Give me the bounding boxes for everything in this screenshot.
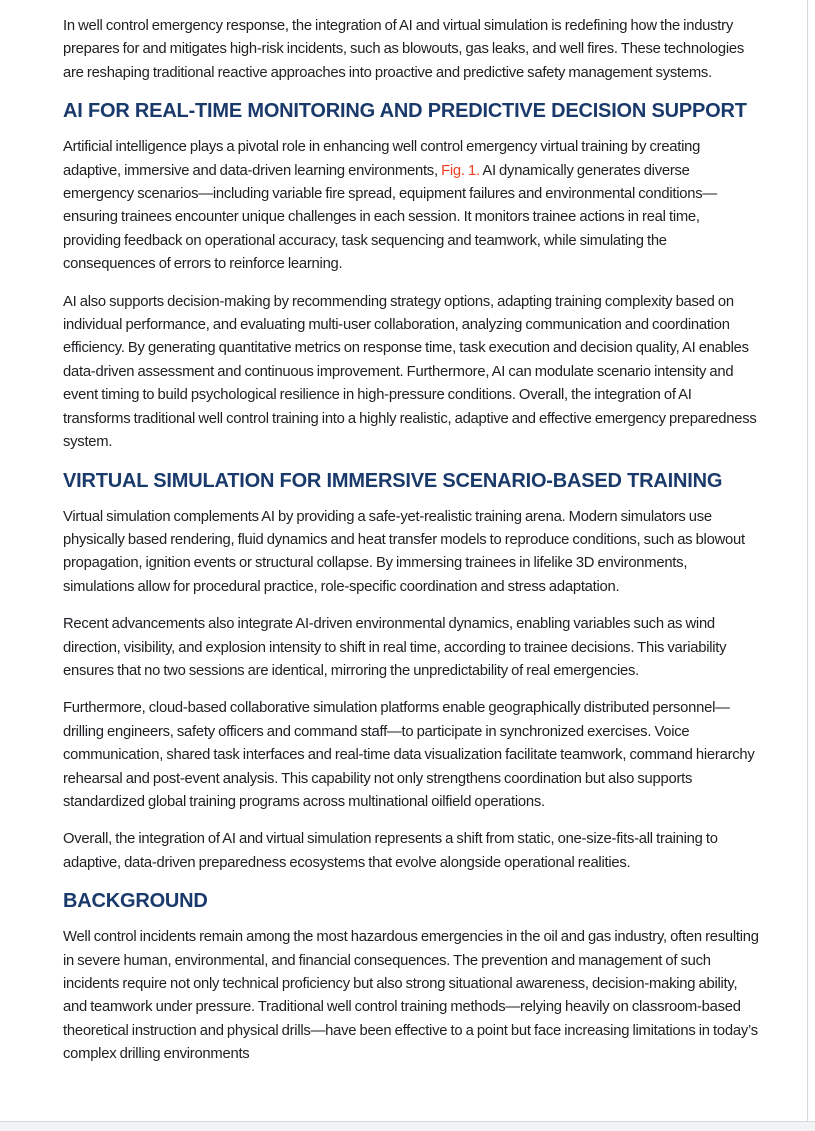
section-heading-virtual-simulation: VIRTUAL SIMULATION FOR IMMERSIVE SCENARIO-BASED TRAINING: [63, 469, 723, 492]
page-right-border: [807, 0, 808, 1131]
page-bottom-strip: [0, 1121, 815, 1131]
ai-paragraph-1-text-before: Artificial intelligence plays a pivotal role in enhancing well control emergency virtual training by creating adaptive, immersive and data-driven learning environments,: [63, 139, 701, 179]
ai-paragraph-2: AI also supports decision-making by recommending strategy options, adapting training complexity based on individual performance, and evaluating multi-user collaboration, analyzing communication and coordination efficiency. By generating quantitative metrics on response time, task execution and decision quality, AI enables data-driven assessment and continuous improvement. Furthermore, AI can modulate scenario intensity and event timing to build psychological resilience in high-pressure conditions. Overall, the integration of AI transforms traditional well control training into a highly realistic, adaptive and effective emergency preparedness system.: [63, 293, 757, 451]
ai-paragraph-1: [63, 136, 760, 276]
background-paragraph: Well control incidents remain among the most hazardous emergencies in the oil and gas industry, often resulting in severe human, environmental, and financial consequences. The prevention and management of such incidents require not only technical proficiency but also strong situational awareness, decision-making ability, and teamwork under pressure. Traditional well control training methods—relying heavily on classroom-based theoretical instruction and physical drills—have been effective to a point but face increasing limitations in today’s complex drilling environments: [63, 929, 759, 1063]
fig-1-link[interactable]: Fig. 1.: [441, 162, 480, 179]
ai-paragraph-1-text-after: AI dynamically generates diverse emergency scenarios—including variable fire spread, equipment failures and environmental conditions—ensuring trainees encounter unique challenges in each session. It monitors trainee actions in real time, providing feedback on operational accuracy, task sequencing and teamwork, while simulating the consequences of errors to reinforce learning.: [63, 162, 717, 273]
virtual-simulation-paragraph-1: Virtual simulation complements AI by providing a safe-yet-realistic training arena. Modern simulators use physically based rendering, fluid dynamics and heat transfer models to reproduce conditions, such as blowout propagation, ignition events or structural collapse. By immersing trainees in lifelike 3D environments, simulations allow for procedural practice, role-specific coordination and stress adaptation.: [63, 508, 745, 595]
section-heading-ai-monitoring: AI FOR REAL-TIME MONITORING AND PREDICTIVE DECISION SUPPORT: [63, 100, 747, 123]
virtual-simulation-paragraph-3: Furthermore, cloud-based collaborative simulation platforms enable geographically distributed personnel—drilling engineers, safety officers and command staff—to participate in synchronized exercises. Voice communication, shared task interfaces and real-time data visualization facilitate teamwork, command hierarchy rehearsal and post-event analysis. This capability not only strengthens coordination but also supports standardized global training programs across multinational oilfield operations.: [63, 700, 755, 810]
virtual-simulation-paragraph-4: Overall, the integration of AI and virtual simulation represents a shift from static, one-size-fits-all training to adaptive, data-driven preparedness ecosystems that evolve alongside operational realities.: [63, 831, 718, 871]
intro-paragraph: In well control emergency response, the integration of AI and virtual simulation is redefining how the industry prepares for and mitigates high-risk incidents, such as blowouts, gas leaks, and well fires. These technologies are reshaping traditional reactive approaches into proactive and predictive safety management systems.: [63, 18, 745, 81]
virtual-simulation-paragraph-2: Recent advancements also integrate AI-driven environmental dynamics, enabling variables such as wind direction, visibility, and explosion intensity to shift in real time, according to trainee decisions. This variability ensures that no two sessions are identical, mirroring the unpredictability of real emergencies.: [63, 616, 727, 679]
section-heading-background: BACKGROUND: [63, 890, 208, 913]
